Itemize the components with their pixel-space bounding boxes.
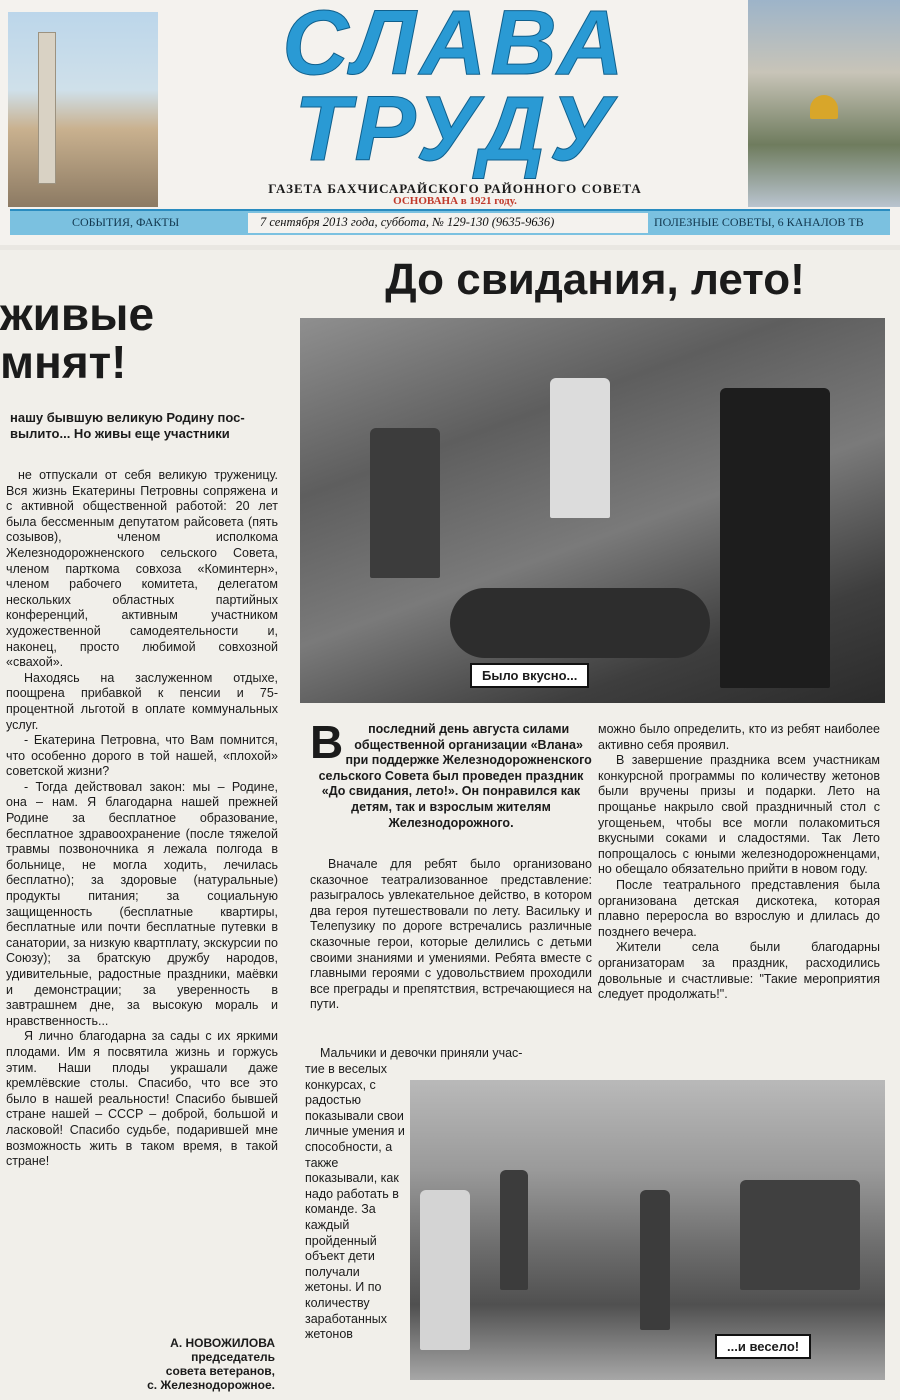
left-headline [0, 290, 154, 386]
issue-info: 7 сентября 2013 года, суббота, № 129-130 (9635-9636) [260, 215, 555, 229]
left-paragraph: Находясь на заслуженном отдыхе, поощрена прибавкой к пенсии и 75-процентной льготой в оплате коммунальных услуг. [6, 670, 278, 732]
person-figure [500, 1170, 528, 1290]
dome-shape [810, 95, 838, 119]
left-paragraph: Я лично благодарна за сады с их яркими плодами. Им я посвятила жизнь и горжусь этим. Наши плоды украшали даже кремлёвские столы. Спасибо, что все это было в нашей реальности! Спасибо бывшей стране нашей – СССР – доброй, большой и ласковой! Спасибо судьбе, подарившей мне возможность жить в таком время, в такой стране! [6, 1029, 278, 1169]
main-headline: До свидания, лето! [385, 255, 805, 304]
lead-text: последний день августа силами общественной организации «Влана» при поддержке Железнодорожненского сельского Совета был проведен праздник «До свидания, лето!». Он понравился как детям, так и взрослым жителям Железнодорожного. [318, 722, 592, 830]
main-column-3 [598, 722, 880, 1003]
left-subhead-line-2: вылито... Но живы еще участники [10, 426, 230, 441]
col2-tail-lead: Мальчики и девочки приняли учас- [320, 1046, 523, 1060]
left-author-role: совета ветеранов, [165, 1364, 275, 1378]
left-author-role: председатель [191, 1350, 275, 1364]
left-author: А. НОВОЖИЛОВА [170, 1336, 275, 1350]
left-author-role: с. Железнодорожное. [147, 1378, 275, 1392]
photo1-caption: Было вкусно... [470, 663, 589, 688]
photo2-caption: ...и весело! [715, 1334, 811, 1359]
child-figure [550, 378, 610, 518]
title-line-2: ТРУДУ [294, 78, 616, 180]
minaret-shape [38, 32, 56, 184]
title-line-1: СЛАВА [282, 0, 628, 94]
person-figure [420, 1190, 470, 1350]
masthead [0, 0, 900, 245]
founded-note: ОСНОВАНА в 1921 году. [393, 195, 517, 207]
issue-bar [10, 209, 890, 235]
mosque-photo [8, 12, 158, 207]
main-column-2: Вначале для ребят было организовано сказочное театрализованное представление: разыгралось увлекательное действо, в котором два героя путешествовали по лету. Васильку и Телепузику по дороге встречались различные сказочные герои, которые делились с детьми своими знаниями и умениями. Ребята вместе с главными героями с удовольствием проходили все преграды и препятствия, встречающиеся на пути. [310, 857, 592, 1012]
left-paragraph: - Тогда действовал закон: мы – Родине, она – нам. Я благодарна нашей прежней Родине за бесплатное образование, бесплатное здравоохранение (после тяжелой травмы позвоночника я лежала полгода в больнице, не могла ходить, лечилась бесплатно); за здоровые (натуральные) продукты питания; за социальную защищенность (бесплатные квартиры, бесплатные или почти бесплатные путевки в санатории, за низкую квартплату, экскурсии по Союзу); за братскую дружбу народов, удивительные, радостные праздники, маёвки и демонстрации; за уверенность в завтрашнем дне, за высокую мораль и нравственность... [6, 779, 278, 1028]
left-subhead [0, 410, 290, 442]
child-figure [720, 388, 830, 688]
main-column-2-tail: тие в веселых конкурсах, с радостью показывали свои личные умения и способности, а также показывали, как надо работать в команде. За каждый пройденный объект дети получали жетоны. И по количеству заработанных жетонов [305, 1062, 405, 1342]
person-figure [640, 1190, 670, 1330]
left-headline-line-2: мнят! [0, 336, 127, 388]
left-paragraph: не отпускали от себя великую труженицу. Вся жизнь Екатерины Петровны сопряжена и с активной общественной работой: 20 лет была бессменным депутатом райсовета (пять созывов), членом исполкома Железнодорожненского сельского Совета, членом парткома совхоза «Коминтерн», членом рабочего комитета, делегатом нескольких областных партийных конференций, активным участником художественной самодеятельности и, наконец, просто любимой совхозной «свахой». [6, 468, 278, 670]
col3-paragraph: После театрального представления была организована детская дискотека, которая плавно переросла во взрослую и длилась до позднего вечера. [598, 877, 880, 939]
col3-paragraph: Жители села были благодарны организаторам за праздник, расходились довольные и счастливые: "Такие мероприятия следует продолжать!". [598, 940, 880, 1002]
lead-paragraph [310, 716, 592, 831]
left-author-block [100, 1336, 275, 1392]
newspaper-title [160, 0, 750, 180]
issue-box [248, 213, 648, 233]
col3-paragraph: В завершение праздника всем участникам конкурсной программы по количеству жетонов были вручены призы и подарки. Лето на прощанье накрыло свой праздничный стол с угощеньем, чтобы все могли полакомиться вкусными соками и сладостями. Так Лето попрощалось с юными железнодорожненцами, но обещало обязательно прийти в новом году. [598, 753, 880, 877]
children-table-photo [300, 318, 885, 703]
child-figure [370, 428, 440, 578]
left-paragraph: - Екатерина Петровна, что Вам помнится, что особенно дорого в той нашей, «плохой» советской жизни? [6, 733, 278, 779]
table-shape [450, 588, 710, 658]
monastery-photo [748, 0, 900, 207]
left-article-body [6, 468, 278, 1170]
drop-cap: В [310, 716, 344, 768]
left-headline-line-1: живые [0, 288, 155, 340]
crowd-shape [740, 1180, 860, 1290]
rubric-left: СОБЫТИЯ, ФАКТЫ [72, 215, 180, 229]
col3-paragraph: можно было определить, кто из ребят наиболее активно себя проявил. [598, 722, 880, 752]
newspaper-subtitle: ГАЗЕТА БАХЧИСАРАЙСКОГО РАЙОННОГО СОВЕТА [268, 181, 642, 196]
left-subhead-line-1: нашу бывшую великую Родину пос- [10, 410, 245, 425]
street-games-photo [410, 1080, 885, 1380]
rubric-right: ПОЛЕЗНЫЕ СОВЕТЫ, 6 КАНАЛОВ ТВ [654, 215, 864, 229]
